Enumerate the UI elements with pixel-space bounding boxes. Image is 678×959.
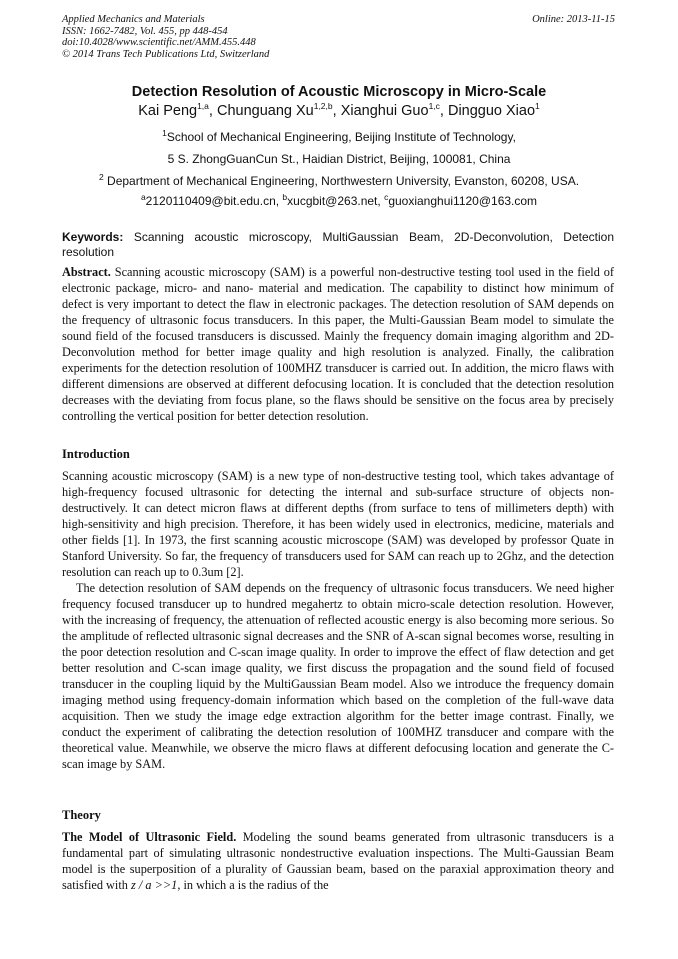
author-sup: 1,c xyxy=(428,101,440,112)
abstract xyxy=(62,264,614,424)
paragraph: , in which a is the radius of the xyxy=(177,878,329,892)
author-sup: 1 xyxy=(535,101,540,112)
doi-line: doi:10.4028/www.scientific.net/AMM.455.448 xyxy=(62,37,256,48)
affiliation-1-address: 5 S. ZhongGuanCun St., Haidian District, Beijing, 100081, China xyxy=(167,152,511,166)
affiliation-1 xyxy=(40,130,638,145)
email-line xyxy=(40,194,638,209)
copyright-line: © 2014 Trans Tech Publications Ltd, Switzerland xyxy=(62,48,270,60)
math-expression: z / a >>1 xyxy=(131,878,178,892)
online-date: Online: 2013-11-15 xyxy=(532,14,615,25)
author-sup: 1,a xyxy=(197,101,209,112)
author-name: Chunguang Xu xyxy=(216,103,314,119)
affiliation-sup: 2 xyxy=(98,172,104,182)
subsection-heading: The Model of Ultrasonic Field. xyxy=(62,830,237,844)
introduction-body xyxy=(62,468,614,772)
paragraph: Scanning acoustic microscopy (SAM) is a new type of non-destructive testing tool, which takes advantage of high-frequency focused ultrasonic for detecting the internal and sub-surface structure of objects non-destructively. It can detect micron flaws at different depths (from surface to tens of millimeters depth) with high-sensitivity and high precision. Therefore, it has been widely used in electronics, medicine, materials and other fields [1]. In 1973, the first scanning acoustic microscope (SAM) was developed by professor Quate in Stanford University. So far, the frequency of transducers used for SAM can reach up to 2Ghz, and the detection resolution can reach up to 0.3um [2]. xyxy=(62,469,614,579)
email-link[interactable]: guoxianghui1120@163.com xyxy=(388,194,538,208)
keywords-text: Scanning acoustic microscopy, MultiGaussian Beam, 2D-Deconvolution, Detection resolution xyxy=(62,230,614,259)
author-list: Kai Peng$^{1,a}$, Chunguang Xu$^{1,2,b}$, Xianghui Guo$^{1,c}$, Dingguo Xiao$^1$ xyxy=(138,101,540,119)
author-name: Dingguo Xiao xyxy=(447,103,536,119)
email-sup: b xyxy=(282,192,288,202)
abstract-text: Scanning acoustic microscopy (SAM) is a powerful non-destructive testing tool used in the field of electronic package, micro- and nano- material and medication. The capability to distinct how minimum of defect is very important to detect the flaw in electronic packages. The detection resolution of SAM depends on the frequency of ultrasonic focus transducers. In this paper, the Multi-Gaussian Beam model to simulate the sound field of the focused transducers is discussed. Mainly the frequency domain imaging algorithm and 2D-Deconvolution method for better image quality and high resolution is analyzed. Finally, the calibration experiments for the detection resolution of 100MHZ transducer is carried out. In addition, the micro flaws with different dimensions are observed at different defocusing location. It is concluded that the detection resolution decreases with the deviating from focus plane, so the flaws should be sensitive on the focus area by precisely controlling the vertical position for better detection resolution. xyxy=(62,265,614,423)
keywords xyxy=(62,230,614,260)
paragraph: The detection resolution of SAM depends on the frequency of ultrasonic focus transducers. We need higher frequency focused transducer up to hundred megahertz to obtain micro-scale detection resolution. However, with the increasing of frequency, the attenuation of reflected acoustic energy is also becoming more serious. So the amplitude of reflected ultrasonic signal decreases and the SNR of A-scan signal becomes worse, resulting in the poor detection resolution and C-scan image quality. In order to improve the effect of flaw detection and get better resolution and C-scan image quality, we first discuss the propagation and the sound field of focused transducer in the coupling liquid by the MultiGaussian Beam model. Also we introduce the frequency domain imaging method using frequency-domain information which based on the completion of the full-wave data acquisition. Then we study the image edge extraction algorithm for the better image contrast. Finally, we conduct the experiment of calibrating the detection resolution of 100MHZ transducer and compare with the theoretical value. Meanwhile, we observe the micro flaws at different defocusing location and generate the C-scan image by SAM. xyxy=(62,581,614,771)
journal-name: Applied Mechanics and Materials xyxy=(62,14,205,25)
theory-heading: Theory xyxy=(62,808,101,822)
theory-body xyxy=(62,829,614,893)
email-sup: c xyxy=(384,192,389,202)
keywords-label: Keywords: xyxy=(62,230,124,244)
issn-line: ISSN: 1662-7482, Vol. 455, pp 448-454 xyxy=(62,25,228,37)
email-link[interactable]: 2120110409@bit.edu.cn, xyxy=(145,194,283,208)
introduction-heading: Introduction xyxy=(62,447,130,461)
abstract-label: Abstract. xyxy=(62,265,111,279)
affiliation-sup: 1 xyxy=(162,128,167,138)
email-sup: a xyxy=(140,192,146,202)
email-link[interactable]: xucgbit@263.net, xyxy=(287,194,385,208)
author-name: Kai Peng xyxy=(138,103,198,119)
author-name: Xianghui Guo xyxy=(340,103,429,119)
author-sup: 1,2,b xyxy=(313,101,333,112)
paragraph: Modeling the sound beams generated from ultrasonic transducers is a fundamental part of simulating ultrasonic nondestructive evaluation inspections. The Multi-Gaussian Beam model is the superposition of a plurality of Gaussian beam, based on the paraxial approximation theory and satisfied with xyxy=(62,830,614,892)
journal-header xyxy=(62,14,269,60)
affiliation-text: Department of Mechanical Engineering, Northwestern University, Evanston, 60208, USA. xyxy=(107,174,580,188)
affiliation-text: School of Mechanical Engineering, Beijing Institute of Technology, xyxy=(166,130,516,144)
paper-title: Detection Resolution of Acoustic Microscopy in Micro-Scale xyxy=(131,84,547,100)
affiliation-2 xyxy=(40,174,638,189)
